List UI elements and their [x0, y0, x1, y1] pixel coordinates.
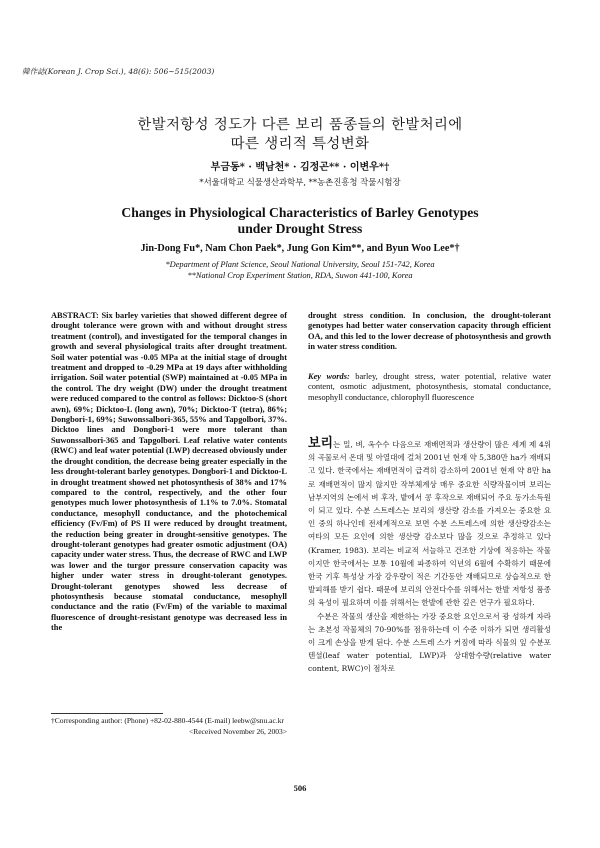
intro-lead-word: 보리	[308, 436, 334, 451]
korean-authors: 부금동* · 백남천* · 김정곤** · 이변우*†	[210, 162, 390, 173]
korean-title-line-1: 한발저항성 정도가 다른 보리 품종들의 한발처리에	[137, 117, 463, 133]
abstract-text: Six barley varieties that showed different degree of drought tolerance were grown with and without drought stress treatment (control), and investigated for the temporal changes in growth and several physiological traits after drought treatment. Soil water potential was -0.05 MPa at the initial stage of drought treatment and dropped to -0.29 MPa at 19 days after withholding irrigation. Soil water potential (SWP) maintained at -0.05 MPa in the control. The dry weight (DW) under the drought treatment were reduced compared to the control as follows: Dicktoo-S (short awn), 69%; Dicktoo-L (long awn), 70%; Dicktoo-T (tetra), 86%; Dongbori-1, 69%; Suwonssalbori-365, 55% and Tapgolbori, 37%. Dicktoo lines and Dongbori-1 were more tolerant than Suwonssalbori-365 and Tapgolbori. Leaf relative water contents (RWC) and leaf water potential (LWP) decreased obviously under the drought condition, the decrease being greater especially in the less drought-tolerant barley genotypes. Dongbori-1 and Dicktoo-L in drought treatment showed net photosynthesis of 38% and 17% compared to the control, respectively, and the other four genotypes much lower photosynthesis of 1.1% to 7.0%. Stomatal conductance, mesophyll conductance, and the photochemical efficiency (Fv/Fm) of PS II were reduced by drought treatment, the reduction being greater in drought-sensitive genotypes. The drought-tolerant genotypes had greater osmotic adjustment (OA) capacity under water stress. Thus, the decrease of RWC and LWP was lower and the turgor pressure conservation capacity was higher under water stress in drought-tolerant genotypes. Drought-tolerant genotypes showed less decrease of photosynthesis because stomatal conductance, mesophyll conductance and the ratio (Fv/Fm) of the variable to maximal fluorescence of drought-resistant genotype was decreased less in the	[51, 311, 288, 633]
abstract-body	[51, 311, 287, 634]
abstract-continuation: drought stress condition. In conclusion, the drought-tolerant genotypes had better water conservation capacity through efficient OA, and this led to the lower decrease of photosynthesis and growth in water stress condition.	[308, 311, 551, 352]
introduction-body	[308, 437, 551, 676]
abstract-label: ABSTRACT:	[51, 311, 99, 320]
footnote-divider	[51, 713, 163, 714]
introduction-paragraph-1	[308, 437, 551, 610]
korean-title-line-2: 따른 생리적 특성변화	[230, 136, 370, 152]
korean-affiliation: *서울대학교 식물생산과학부, **농촌진흥청 작물시험장	[199, 177, 401, 187]
keywords-text: barley, drought stress, water potential, relative water content, osmotic adjustment, photosynthesis, stomatal conductance, mesophyll conductance, chlorophyll fluorescence	[308, 372, 552, 402]
corresponding-author: †Corresponding author: (Phone) +82-02-880-4544 (E-mail) leebw@snu.ac.kr	[51, 716, 284, 725]
page-number: 506	[293, 783, 307, 793]
intro-paragraph-1-text: 는 밀, 벼, 옥수수 다음으로 재배면적과 생산량이 많은 세계 제 4위의 곡물로서 온대 및 아열대에 걸쳐 2001년 현재 약 5,380만 ha가 재배되고 있다. 한국에서는 재배면적이 급격히 감소하여 2001년 현재 약 8만 ha로 재배면적이 많지 않지만 작부체계상 매우 중요한 식량작물이며 보리는 남부지역의 논에서 벼 후작, 밭에서 콩 후작으로 재배되어 주요 동가소득원이 되고 있다. 수분 스트레스는 보리의 생산량 감소를 가져오는 중요한 요인 중의 하나인데 전세계적으로 보면 수분 스트레스에 의한 생산량감소는 여타의 모든 요인에 의한 생산량 감소보다 많을 것으로 추정하고 있다(Kramer, 1983). 보리는 비교적 서늘하고 건조한 기상에 적응하는 작물이지만 한국에서는 보통 10월에 파종하여 익년의 6월에 수확하기 때문에 한국 기후 특성상 가장 강우량이 적은 기간동안 재배되므로 상습적으로 한발피해를 받기 쉽다. 때문에 보리의 안전다수를 위해서는 한발 저항성 품종의 육성이 필요하며 이를 위해서는 한발에 관한 깊은 연구가 필요하다.	[308, 440, 551, 608]
english-title-line-1: Changes in Physiological Characteristics of Barley Genotypes	[121, 205, 479, 220]
keywords	[308, 372, 551, 403]
english-affiliation-1: *Department of Plant Science, Seoul National University, Seoul 151-742, Korea	[165, 260, 435, 269]
introduction-paragraph-2: 수분은 작물의 생산을 제한하는 가장 중요한 요인으로서 광 성하게 자라는 초본성 작물체의 70-90%를 점유하는데 이 수준 이하가 되면 생리활성이 크게 손상을 받게 된다. 수분 스트레 스가 커짐에 따라 식물의 잎 수분포텐셜(leaf water potential, LWP)과 상대함수량(relative water content, RWC)이 점차로	[308, 611, 551, 674]
english-title-line-2: under Drought Stress	[237, 221, 363, 236]
english-authors: Jin-Dong Fu*, Nam Chon Paek*, Jung Gon Kim**, and Byun Woo Lee*†	[140, 243, 460, 254]
keywords-label: Key words:	[308, 372, 350, 381]
journal-reference: 韓作誌(Korean J. Crop Sci.), 48(6): 506~515(2003)	[22, 67, 215, 76]
received-date: <Received November 26, 2003>	[188, 726, 287, 736]
footnote	[51, 716, 287, 738]
english-affiliation-2: **National Crop Experiment Station, RDA, Suwon 441-100, Korea	[187, 271, 413, 280]
